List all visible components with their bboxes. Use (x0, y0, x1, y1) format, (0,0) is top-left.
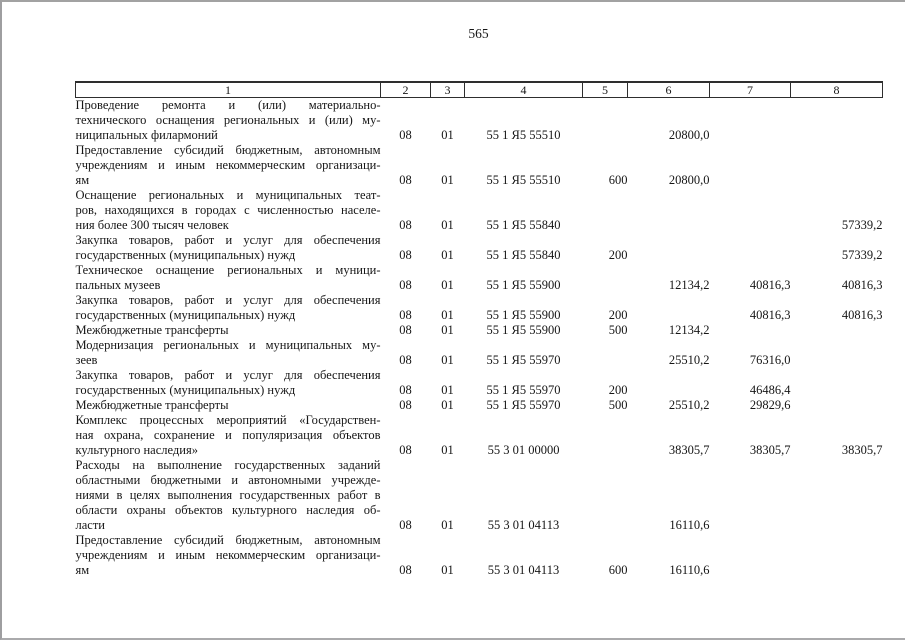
amount-year3 (791, 533, 883, 578)
amount-year1 (628, 188, 710, 233)
amount-year1 (628, 368, 710, 398)
table-header-row (76, 82, 883, 98)
target-article-code: 55 3 01 04113 (487, 563, 560, 577)
expense-type-code: 600 (608, 563, 628, 577)
row-description (76, 458, 381, 533)
expense-type-code: 200 (608, 248, 628, 262)
amount-year2 (710, 458, 791, 533)
header-cell-2: 2 (381, 82, 431, 98)
amount-year1: 16110,6 (669, 563, 710, 577)
row-description (76, 413, 381, 458)
amount-year2 (710, 188, 791, 233)
table-row (76, 143, 883, 188)
expense-type-code: 600 (608, 173, 628, 187)
target-article-code: 55 1 Я5 55840 (486, 248, 561, 262)
amount-year3: 38305,7 (841, 443, 883, 457)
description-line: Закупка товаров, работ и услуг для обеспечения (75, 368, 381, 382)
amount-year3: 40816,3 (841, 278, 883, 292)
podrazdel-code: 01 (441, 173, 454, 187)
description-line: областными бюджетными и автономными учрежде- (75, 473, 381, 487)
razdel-code: 08 (399, 398, 412, 412)
table-row (76, 293, 883, 323)
expense-type-code (583, 98, 628, 144)
target-article-code: 55 1 Я5 55900 (486, 323, 561, 337)
razdel-code: 08 (399, 563, 412, 577)
row-description (76, 323, 381, 338)
razdel-code: 08 (399, 173, 412, 187)
expense-type-code (583, 188, 628, 233)
table-row (76, 458, 883, 533)
description-line: ниципальных филармоний (75, 128, 218, 142)
row-description (76, 398, 381, 413)
amount-year2: 38305,7 (749, 443, 791, 457)
table-row (76, 323, 883, 338)
amount-year3: 57339,2 (841, 248, 883, 262)
expense-type-code: 200 (608, 308, 628, 322)
podrazdel-code: 01 (441, 218, 454, 232)
razdel-code: 08 (399, 353, 412, 367)
expense-type-code: 200 (608, 383, 628, 397)
target-article-code: 55 1 Я5 55840 (486, 218, 561, 232)
description-line: зеев (75, 353, 98, 367)
expense-type-code: 500 (608, 323, 628, 337)
description-line: Проведение ремонта и (или) материально- (75, 98, 381, 112)
razdel-code: 08 (399, 278, 412, 292)
row-description (76, 263, 381, 293)
description-line: ям (75, 173, 90, 187)
podrazdel-code: 01 (441, 518, 454, 532)
target-article-code: 55 1 Я5 55510 (486, 128, 561, 142)
amount-year3: 40816,3 (841, 308, 883, 322)
table-row (76, 413, 883, 458)
header-cell-6: 6 (628, 82, 710, 98)
header-cell-8: 8 (791, 82, 883, 98)
description-line: ров, находящихся в городах с численностью населе- (75, 203, 381, 217)
expense-type-code (583, 338, 628, 368)
razdel-code: 08 (399, 383, 412, 397)
description-line: Комплекс процессных мероприятий «Государствен- (75, 413, 381, 427)
amount-year1 (628, 293, 710, 323)
amount-year2 (710, 98, 791, 144)
table-row (76, 188, 883, 233)
row-description (76, 293, 381, 323)
podrazdel-code: 01 (441, 353, 454, 367)
row-description (76, 143, 381, 188)
table-row (76, 338, 883, 368)
razdel-code: 08 (399, 248, 412, 262)
description-line: Предоставление субсидий бюджетным, автономным (75, 533, 381, 547)
amount-year1: 25510,2 (668, 353, 710, 367)
description-line: Модернизация региональных и муниципальных му- (75, 338, 381, 352)
amount-year3 (791, 368, 883, 398)
podrazdel-code: 01 (441, 398, 454, 412)
target-article-code: 55 1 Я5 55970 (486, 383, 561, 397)
page-number: 565 (468, 26, 489, 41)
header-cell-3: 3 (431, 82, 465, 98)
description-line: ям (75, 563, 90, 577)
podrazdel-code: 01 (441, 128, 454, 142)
target-article-code: 55 3 01 00000 (487, 443, 560, 457)
amount-year3 (791, 458, 883, 533)
amount-year3 (791, 398, 883, 413)
target-article-code: 55 1 Я5 55900 (486, 308, 561, 322)
description-line: ласти (75, 518, 105, 532)
razdel-code: 08 (399, 518, 412, 532)
description-line: пальных музеев (75, 278, 161, 292)
amount-year3 (791, 98, 883, 144)
table-body (76, 98, 883, 579)
amount-year1: 16110,6 (669, 518, 710, 532)
row-description (76, 98, 381, 144)
description-line: Межбюджетные трансферты (75, 398, 229, 412)
target-article-code: 55 1 Я5 55510 (486, 173, 561, 187)
amount-year1: 38305,7 (668, 443, 710, 457)
razdel-code: 08 (399, 443, 412, 457)
description-line: области охраны объектов культурного наследия об- (75, 503, 381, 517)
amount-year2: 40816,3 (749, 308, 791, 322)
description-line: культурного наследия» (75, 443, 198, 457)
description-line: ная охрана, сохранение и популяризация объектов (75, 428, 381, 442)
podrazdel-code: 01 (441, 308, 454, 322)
podrazdel-code: 01 (441, 563, 454, 577)
amount-year3 (791, 338, 883, 368)
target-article-code: 55 1 Я5 55970 (486, 398, 561, 412)
razdel-code: 08 (399, 218, 412, 232)
description-line: Техническое оснащение региональных и муници- (75, 263, 381, 277)
amount-year2 (710, 233, 791, 263)
razdel-code: 08 (399, 128, 412, 142)
podrazdel-code: 01 (441, 323, 454, 337)
podrazdel-code: 01 (441, 278, 454, 292)
table-row (76, 233, 883, 263)
amount-year2: 46486,4 (749, 383, 791, 397)
amount-year1: 20800,0 (668, 173, 710, 187)
amount-year1: 12134,2 (668, 323, 710, 337)
amount-year1 (628, 233, 710, 263)
header-cell-1: 1 (76, 82, 381, 98)
description-line: учреждениям и иным некоммерческим организаци- (75, 158, 381, 172)
expense-type-code (583, 413, 628, 458)
description-line: Предоставление субсидий бюджетным, автономным (75, 143, 381, 157)
target-article-code: 55 3 01 04113 (487, 518, 560, 532)
description-line: учреждениям и иным некоммерческим организаци- (75, 548, 381, 562)
table-row (76, 98, 883, 144)
budget-table (75, 81, 883, 578)
expense-type-code (583, 263, 628, 293)
razdel-code: 08 (399, 323, 412, 337)
row-description (76, 368, 381, 398)
description-line: Закупка товаров, работ и услуг для обеспечения (75, 293, 381, 307)
description-line: технического оснащения региональных и (или) му- (75, 113, 381, 127)
amount-year2: 40816,3 (749, 278, 791, 292)
table-row (76, 263, 883, 293)
description-line: государственных (муниципальных) нужд (75, 248, 296, 262)
table-row (76, 533, 883, 578)
row-description (76, 533, 381, 578)
expense-type-code (583, 458, 628, 533)
amount-year2 (710, 533, 791, 578)
amount-year3 (791, 143, 883, 188)
description-line: Закупка товаров, работ и услуг для обеспечения (75, 233, 381, 247)
description-line: Расходы на выполнение государственных заданий (75, 458, 381, 472)
amount-year2 (710, 143, 791, 188)
row-description (76, 338, 381, 368)
podrazdel-code: 01 (441, 248, 454, 262)
podrazdel-code: 01 (441, 383, 454, 397)
table-header (76, 82, 883, 98)
row-description (76, 233, 381, 263)
description-line: Оснащение региональных и муниципальных теат- (75, 188, 381, 202)
table-row (76, 398, 883, 413)
amount-year3 (791, 323, 883, 338)
description-line: Межбюджетные трансферты (75, 323, 229, 337)
header-cell-7: 7 (710, 82, 791, 98)
target-article-code: 55 1 Я5 55900 (486, 278, 561, 292)
amount-year1: 20800,0 (668, 128, 710, 142)
description-line: ниями в целях выполнения государственных работ в (75, 488, 381, 502)
podrazdel-code: 01 (441, 443, 454, 457)
target-article-code: 55 1 Я5 55970 (486, 353, 561, 367)
amount-year3: 57339,2 (841, 218, 883, 232)
header-cell-5: 5 (583, 82, 628, 98)
amount-year2: 76316,0 (749, 353, 791, 367)
amount-year1: 25510,2 (668, 398, 710, 412)
row-description (76, 188, 381, 233)
table-row (76, 368, 883, 398)
amount-year2: 29829,6 (749, 398, 791, 412)
description-line: государственных (муниципальных) нужд (75, 383, 296, 397)
expense-type-code: 500 (608, 398, 628, 412)
description-line: государственных (муниципальных) нужд (75, 308, 296, 322)
description-line: ния более 300 тысяч человек (75, 218, 229, 232)
header-cell-4: 4 (465, 82, 583, 98)
razdel-code: 08 (399, 308, 412, 322)
amount-year1: 12134,2 (668, 278, 710, 292)
amount-year2 (710, 323, 791, 338)
